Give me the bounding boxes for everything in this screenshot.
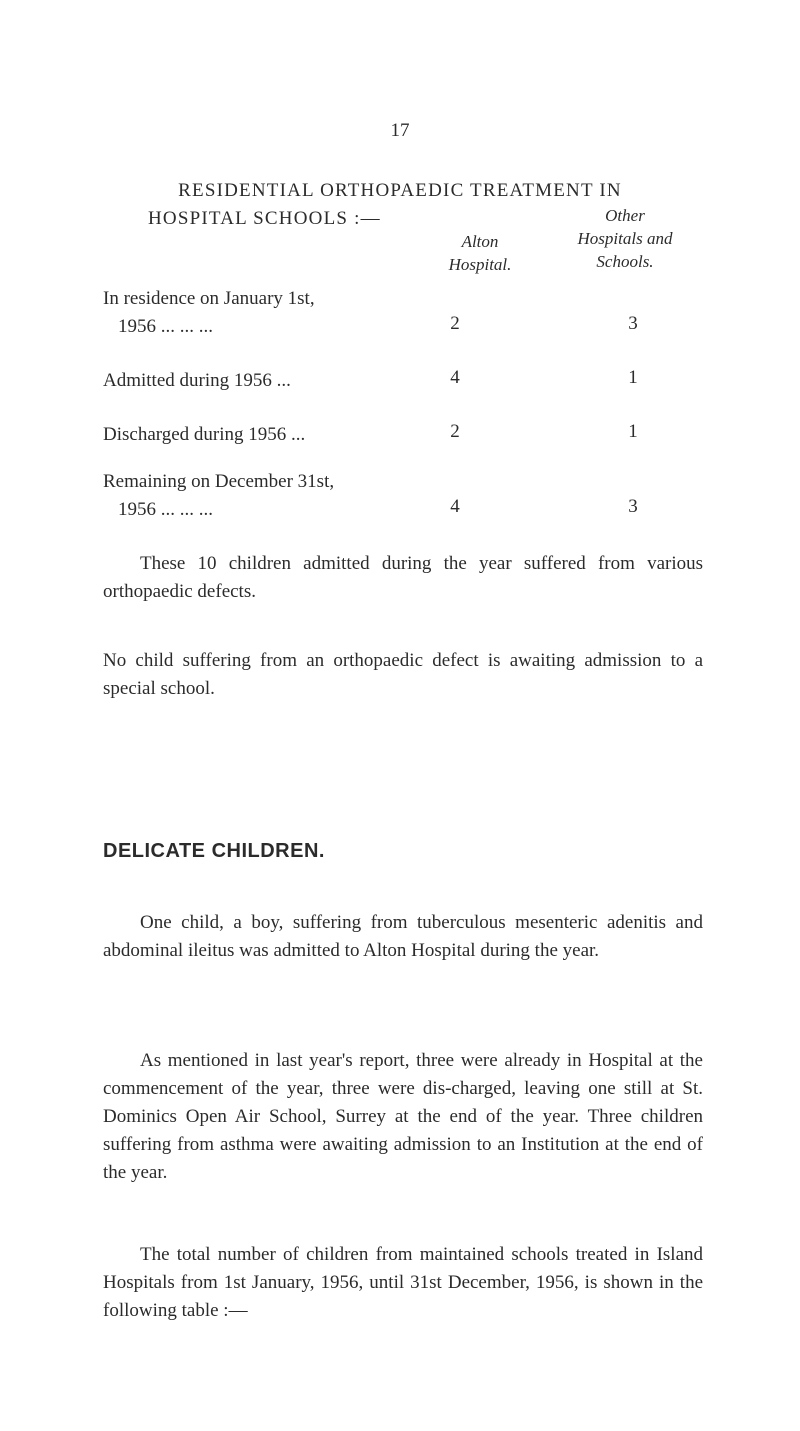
section-title-line-2: HOSPITAL SCHOOLS :— [148, 208, 381, 229]
paragraph-last-years-report: As mentioned in last year's report, three were already in Hospital at the commencement of the year, three were dis-charged, leaving one still at St. Dominics Open Air School, Surrey at the end of the year. Three children suffering from asthma were awaiting admission to an Institution at the end of the year. [103, 1050, 703, 1183]
paragraph-island-hospitals: The total number of children from maintained schools treated in Island Hospitals from 1st January, 1956, until 31st December, 1956, is shown in the following table :— [103, 1244, 703, 1321]
column-header-alton: Alton Hospital. [448, 232, 512, 274]
table-cell-alton: 2 [450, 421, 460, 442]
table-cell-other: 1 [628, 367, 638, 388]
table-row-label: Remaining on December 31st, 1956 ... ... ... [103, 471, 335, 520]
table-cell-other: 1 [628, 421, 638, 442]
section-title-line-1: RESIDENTIAL ORTHOPAEDIC TREATMENT IN [178, 180, 622, 201]
table-row-label: Discharged during 1956 ... [103, 424, 306, 445]
page-number: 17 [390, 120, 410, 141]
table-cell-alton: 4 [450, 367, 460, 388]
table-row-label: In residence on January 1st, 1956 ... ... ... [103, 288, 315, 337]
paragraph-tuberculous-case: One child, a boy, suffering from tuberculous mesenteric adenitis and abdominal ileitus was admitted to Alton Hospital during the year. [103, 912, 703, 961]
column-header-other: Other Hospitals and Schools. [577, 206, 673, 271]
table-cell-alton: 4 [450, 496, 460, 517]
table-cell-alton: 2 [450, 313, 460, 334]
heading-delicate-children: DELICATE CHILDREN. [103, 840, 325, 862]
table-row-label: Admitted during 1956 ... [103, 370, 291, 391]
paragraph-awaiting-admission: No child suffering from an orthopaedic defect is awaiting admission to a special school. [103, 650, 703, 699]
table-cell-other: 3 [628, 313, 638, 334]
table-cell-other: 3 [628, 496, 638, 517]
paragraph-orthopaedic-defects: These 10 children admitted during the year suffered from various orthopaedic defects. [103, 553, 703, 602]
